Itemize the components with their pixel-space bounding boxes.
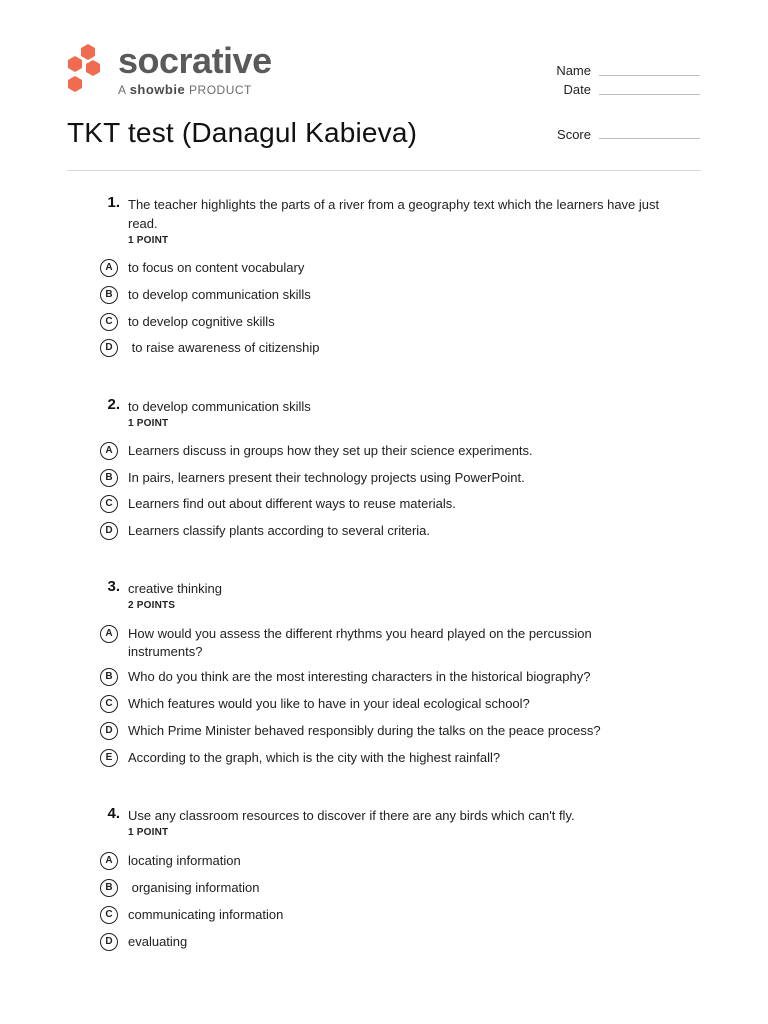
socrative-logo [66,42,306,102]
brand-sub-prefix: A [118,83,126,97]
question-number: 2. [107,396,120,413]
name-label: Name [556,63,591,78]
option-letter: A [100,852,118,870]
score-label: Score [557,127,591,142]
date-field-line[interactable] [599,94,700,95]
brand-sub-suffix: PRODUCT [189,83,252,97]
option-text: Which Prime Minister behaved responsibly during the talks on the peace process? [128,723,601,738]
hexagon-logo-icon [66,42,108,96]
option-letter: D [100,522,118,540]
brand-sub-brand: showbie [129,82,186,97]
option-text: Learners discuss in groups how they set up their science experiments. [128,443,533,458]
option-text: Learners classify plants according to several criteria. [128,523,431,538]
question-text: to develop communication skills [128,399,311,414]
option-letter: D [100,933,118,951]
option-text: In pairs, learners present their technology projects using PowerPoint. [128,470,525,485]
option-letter: D [100,722,118,740]
question-number: 1. [107,194,120,211]
option-letter: C [100,906,118,924]
question-text: Use any classroom resources to discover if there are any birds which can't fly. [128,808,575,823]
option-text: to develop cognitive skills [128,314,275,329]
option-text: How would you assess the different rhythms you heard played on the percussion instruments? [128,626,592,659]
option-letter: B [100,668,118,686]
option-text: organising information [128,880,260,895]
option-text: to focus on content vocabulary [128,260,305,275]
name-field-line[interactable] [599,75,700,76]
option-text: to develop communication skills [128,287,311,302]
option-letter: B [100,879,118,897]
question-text: creative thinking [128,581,222,596]
date-label: Date [563,82,591,97]
option-letter: A [100,442,118,460]
option-letter: C [100,313,118,331]
header-divider [67,170,701,171]
option-text: According to the graph, which is the city with the highest rainfall? [128,750,501,765]
option-text: Who do you think are the most interesting characters in the historical biography? [128,669,591,684]
question-text: The teacher highlights the parts of a river from a geography text which the learners have just read. [128,197,660,231]
option-text: Learners find out about different ways to reuse materials. [128,496,456,511]
question-number: 4. [107,805,120,822]
option-letter: A [100,259,118,277]
score-field-line[interactable] [599,138,700,139]
option-letter: B [100,469,118,487]
option-letter: E [100,749,118,767]
option-text: Which features would you like to have in your ideal ecological school? [128,696,530,711]
question-points: 2 POINTS [128,600,176,611]
question-points: 1 POINT [128,827,169,838]
option-text: to raise awareness of citizenship [128,340,320,355]
option-letter: D [100,339,118,357]
option-letter: C [100,695,118,713]
question-points: 1 POINT [128,418,169,429]
option-letter: C [100,495,118,513]
option-letter: B [100,286,118,304]
option-text: evaluating [128,934,188,949]
option-text: locating information [128,853,241,868]
page-title: TKT test (Danagul Kabieva) [67,117,418,148]
option-letter: A [100,625,118,643]
brand-name: socrative [118,40,272,81]
question-points: 1 POINT [128,235,169,246]
option-text: communicating information [128,907,284,922]
question-number: 3. [107,578,120,595]
brand-tagline [118,82,252,97]
